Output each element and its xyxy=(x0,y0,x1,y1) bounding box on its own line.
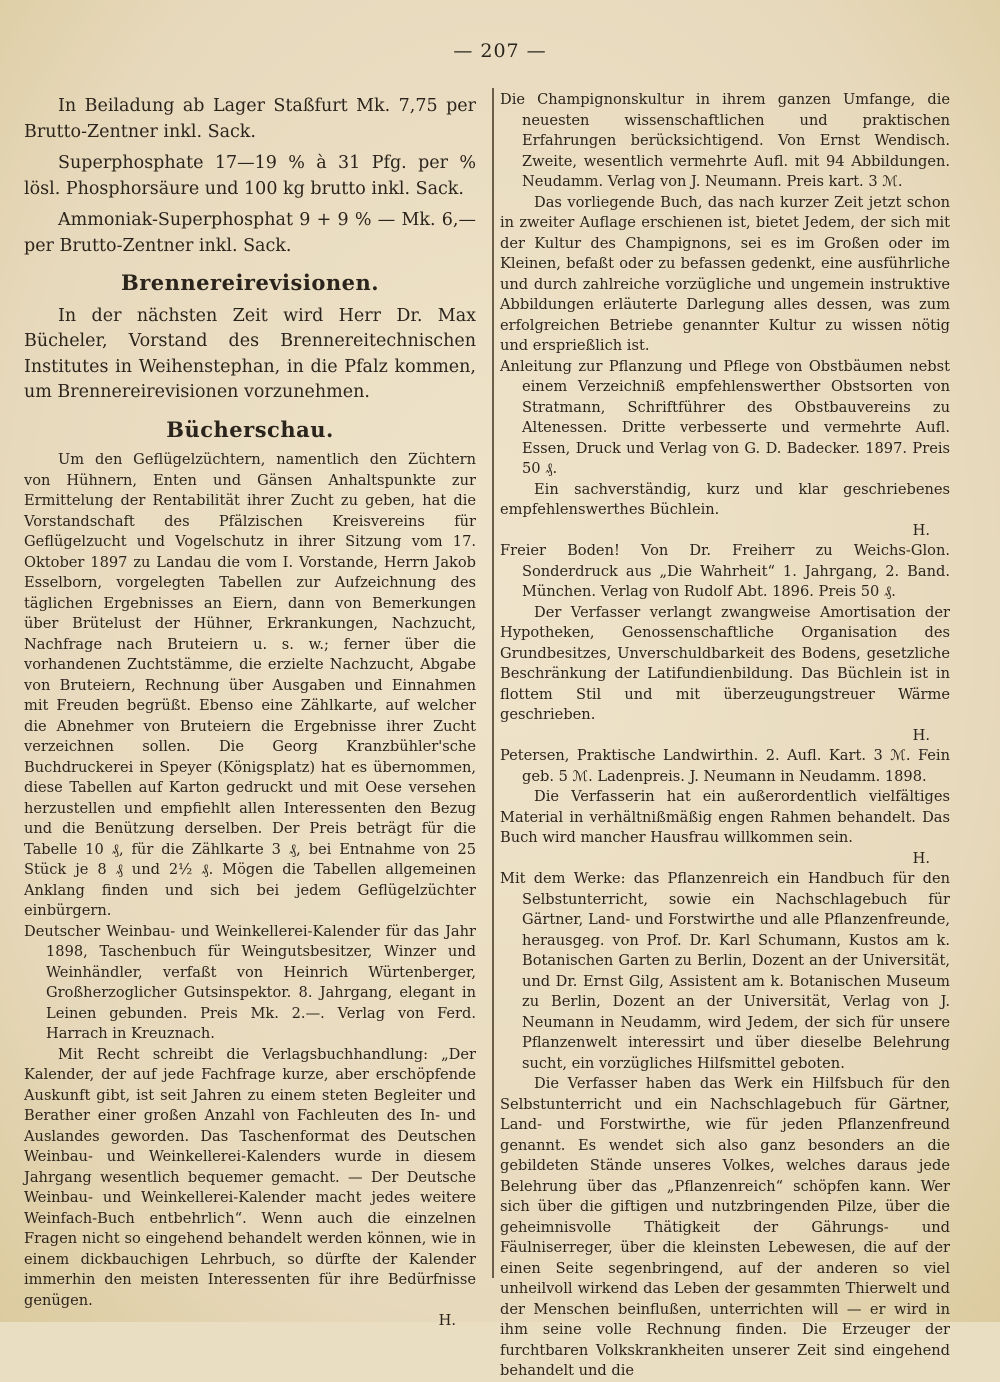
paragraph-gefluegelzucht: Um den Geflügelzüchtern, namentlich den Züchtern von Hühnern, Enten und Gänsen Anhaltspunkte zur Ermittelung der Rentabilität ihrer Zucht zu geben, hat die Vorstandschaft des Pfälzischen Kreisvereins für Geflügelzucht und Vogelschutz in ihrer Sitzung vom 17. Oktober 1897 zu Landau die vom I. Vorstande, Herrn Jakob Esselborn, vorgelegten Tabellen zur Aufzeichnung des täglichen Ergebnisses an Eiern, dann von Bemerkungen über Brütelust der Hühner, Erkrankungen, Nachzucht, Nachfrage nach Bruteiern u. s. w.; ferner über die vorhandenen Zuchtstämme, die erzielte Nachzucht, Abgabe von Bruteiern, Rechnung über Ausgaben und Einnahmen mit Freuden begrüßt. Ebenso eine Zählkarte, auf welcher die Abnehmer von Bruteiern die Ergebnisse ihrer Zucht verzeichnen sollen. Die Georg Kranzbühler'sche Buchdruckerei in Speyer (Königsplatz) hat es übernommen, diese Tabellen auf Karton gedruckt und mit Oese versehen herzustellen und empfiehlt allen Interessenten den Bezug und die Benützung derselben. Der Preis beträgt für die Tabelle 10 ₰, für die Zählkarte 3 ₰, bei Entnahme von 25 Stück je 8 ₰ und 2½ ₰. Mögen die Tabellen allgemeinen Anklang finden und sich bei jedem Geflügelzüchter einbürgern. xyxy=(24,451,476,919)
review-champignonskultur: Das vorliegende Buch, das nach kurzer Zeit jetzt schon in zweiter Auflage erschienen ist, bietet Jedem, der sich mit der Kultur des Champignons, sei es im Großen oder im Kleinen, befaßt oder zu befassen gedenkt, eine ausführliche und durch zahlreiche vorzügliche und ungemein instruktive Abbildungen erläuterte Darlegung alles dessen, was zum erfolgreichen Betriebe genannter Kultur zu wissen nötig und ersprießlich ist. xyxy=(500,193,950,354)
signature: H. xyxy=(912,726,930,744)
column-divider xyxy=(492,88,494,1278)
signature: H. xyxy=(438,1312,456,1329)
review-pflanzenreich: Die Verfasser haben das Werk ein Hilfsbuch für den Selbstunterricht und ein Nachschlagebuch für Gärtner, Land- und Forstwirthe, wie für jeden Pflanzenfreund genannt. Es wendet sich also ganz besonders an die gebildeten Stände unseres Volkes, welches daraus jede Belehrung über das „Pflanzenreich“ schöpfen kann. Wer sich über die giftigen und nutzbringenden Pilze, über die geheimnisvolle Thätigkeit der Gährungs- und Fäulniserreger, über die kleinsten Lebewesen, die auf der einen Seite segenbringend, auf der anderen so viel unheilvoll wirkend das Leben der gesammten Thierwelt und der Menschen beinflußen, unterrichten will — er wird in ihm seine volle Rechnung finden. Die Erzeuger der furchtbaren Volkskrankheiten unserer Zeit sind eingehend behandelt und die xyxy=(500,1075,950,1379)
review-freier-boden: Der Verfasser verlangt zwangweise Amortisation der Hypotheken, Genossenschaftliche Organisation des Grundbesitzes, Unverschuldbarkeit des Bodens, gesetzliche Beschränkung der Latifundienbildung. Das Büchlein ist in flottem Stil und mit überzeugungstreuer Wärme geschrieben. xyxy=(500,603,950,723)
review-landwirthin: Die Verfasserin hat ein außerordentlich vielfältiges Material in verhältnißmäßig engen Rahmen behandelt. Das Buch wird mancher Hausfrau willkommen sein. xyxy=(500,788,950,846)
signature: H. xyxy=(912,849,930,867)
entry-freier-boden: Freier Boden! Von Dr. Freiherr zu Weichs-Glon. Sonderdruck aus „Die Wahrheit“ 1. Jahrgang, 2. Band. München. Verlag von Rudolf Abt. 1896. Preis 50 ₰. xyxy=(500,542,950,600)
entry-landwirthin: Petersen, Praktische Landwirthin. 2. Aufl. Kart. 3 ℳ. Fein geb. 5 ℳ. Ladenpreis. J. Neumann in Neudamm. 1898. xyxy=(500,747,950,785)
page-number: — 207 — xyxy=(453,40,547,62)
price-paragraph-kali: In Beiladung ab Lager Staßfurt Mk. 7,75 per Brutto-Zentner inkl. Sack. xyxy=(24,96,476,142)
entry-obstbaeume: Anleitung zur Pflanzung und Pflege von Obstbäumen nebst einem Verzeichniß empfehlenswerther Obstsorten von Stratmann, Schriftführer des Obstbauvereins zu Altenessen. Dritte verbesserte und vermehrte Aufl. Essen, Druck und Verlag von G. D. Badecker. 1897. Preis 50 ₰. xyxy=(500,357,950,477)
price-paragraph-ammoniak: Ammoniak-Superphosphat 9 + 9 % — Mk. 6,— per Brutto-Zentner inkl. Sack. xyxy=(24,210,476,256)
entry-champignonskultur: Die Champignonskultur in ihrem ganzen Umfange, die neuesten wissenschaftlichen und praktischen Erfahrungen berücksichtigend. Von Ernst Wendisch. Zweite, wesentlich vermehrte Aufl. mit 94 Abbildungen. Neudamm. Verlag von J. Neumann. Preis kart. 3 ℳ. xyxy=(500,91,950,190)
signature: H. xyxy=(912,521,930,539)
left-column xyxy=(24,94,476,1332)
entry-weinbau-kalender: Deutscher Weinbau- und Weinkellerei-Kalender für das Jahr 1898, Taschenbuch für Weingutsbesitzer, Winzer und Weinhändler, verfaßt von Heinrich Würtenberger, Großherzoglicher Gutsinspektor. 8. Jahrgang, elegant in Leinen gebunden. Preis Mk. 2.—. Verlag von Ferd. Harrach in Kreuznach. xyxy=(24,922,476,1042)
paragraph-brennereirevisionen: In der nächsten Zeit wird Herr Dr. Max Bücheler, Vorstand des Brennereitechnischen Institutes in Weihenstephan, in die Pfalz kommen, um Brennereirevisionen vorzunehmen. xyxy=(24,305,476,402)
heading-brennereirevisionen: Brennereirevisionen. xyxy=(120,270,380,295)
heading-buecherschau: Bücherschau. xyxy=(166,416,334,442)
review-obstbaeume: Ein sachverständig, kurz und klar geschriebenes empfehlenswerthes Büchlein. xyxy=(500,480,950,518)
right-column xyxy=(500,90,950,1382)
entry-pflanzenreich: Mit dem Werke: das Pflanzenreich ein Handbuch für den Selbstunterricht, sowie ein Nachschlagebuch für Gärtner, Land- und Forstwirthe und alle Pflanzenfreunde, herausgeg. von Prof. Dr. Karl Schumann, Kustos am k. Botanischen Garten zu Berlin, Dozent an der Universität, und Dr. Ernst Gilg, Assistent am k. Botanischen Museum zu Berlin, Dozent an der Universität, Verlag von J. Neumann in Neudamm, wird Jedem, der sich für unsere Pflanzenwelt interessirt und über dieselbe Belehrung sucht, ein vorzügliches Hilfsmittel geboten. xyxy=(500,870,950,1072)
price-paragraph-superphosphate: Superphosphate 17—19 % à 31 Pfg. per % lösl. Phosphorsäure und 100 kg brutto inkl. Sack. xyxy=(24,153,476,199)
paragraph-verlagsbuchhandlung: Mit Recht schreibt die Verlagsbuchhandlung: „Der Kalender, der auf jede Fachfrage kurze, aber erschöpfende Auskunft gibt, ist seit Jahren zu einem steten Begleiter und Berather einer großen Anzahl von Fachleuten des In- und Auslandes geworden. Das Taschenformat des Deutschen Weinbau- und Weinkellerei-Kalenders wurde in diesem Jahrgang wesentlich bequemer gemacht. — Der Deutsche Weinbau- und Weinkellerei-Kalender macht jedes weitere Weinfach-Buch entbehrlich“. Wenn auch die einzelnen Fragen nicht so eingehend behandelt werden können, wie in einem dickbauchigen Lehrbuch, so dürfte der Kalender immerhin den meisten Interessenten für ihre Bedürfnisse genügen. xyxy=(24,1045,476,1309)
